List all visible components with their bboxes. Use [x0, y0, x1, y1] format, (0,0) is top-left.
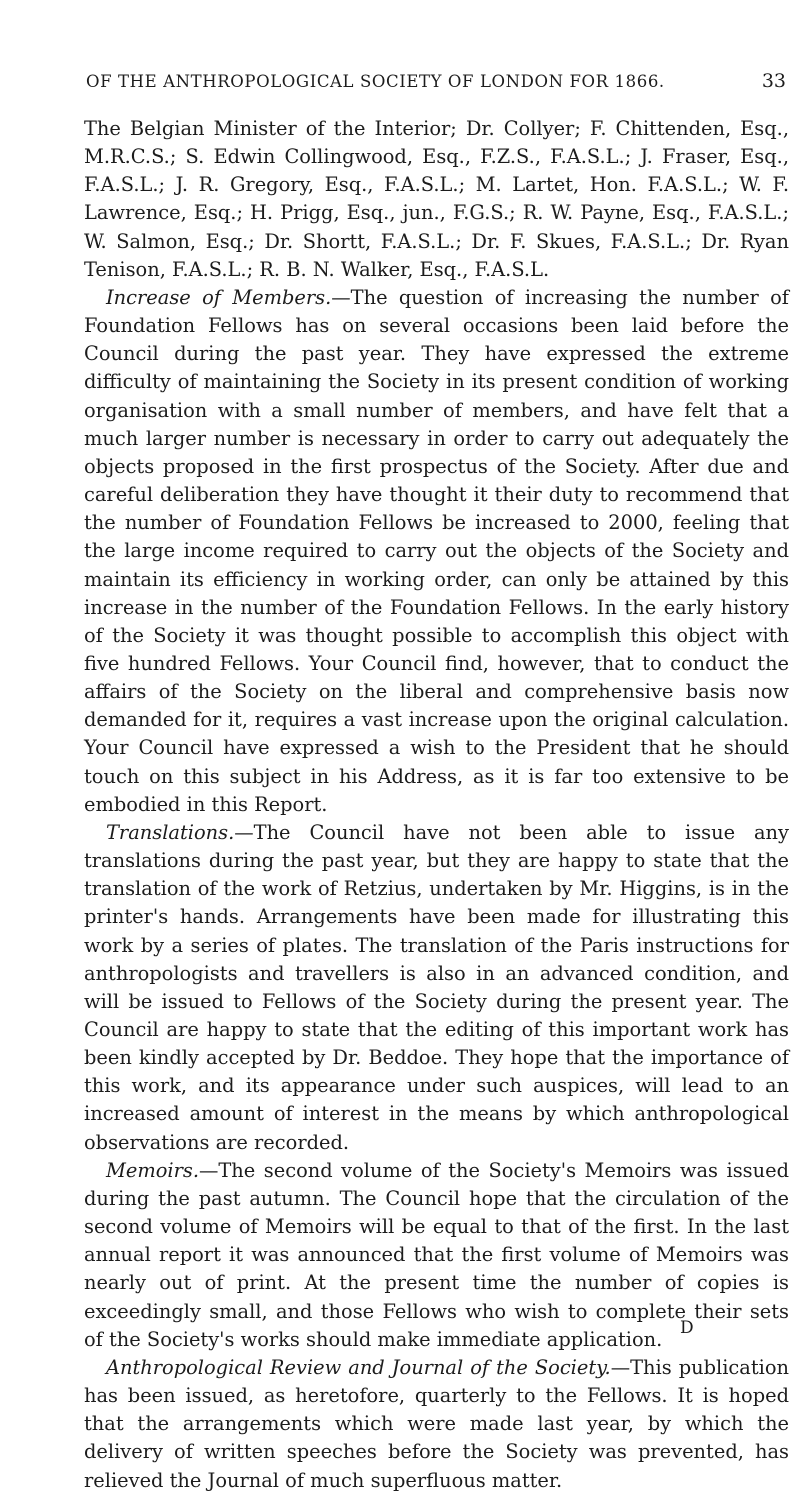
section-heading: Anthropological Review and Journal of the Society.: [106, 1355, 611, 1379]
paragraph-review-and-journal: [84, 1354, 789, 1495]
signature-mark: D: [680, 1318, 694, 1338]
page-header: [86, 70, 786, 94]
paragraph-text: —This publication has been issued, as heretofore, quarterly to the Fellows. It is hoped that the arrangements which were made last year, by which the delivery of written speeches before the Society was prevented, has relieved the Journal of much superfluous matter.: [84, 1355, 789, 1492]
section-heading: Translations.: [106, 820, 235, 844]
paragraph-increase-of-members: [84, 284, 789, 819]
paragraph-text: —The second volume of the Society's Memoirs was issued during the past autumn. The Council hope that the circulation of the second volume of Memoirs will be equal to that of the first. In the last annual report it was announced that the first volume of Memoirs was nearly out of print. At the present time the number of copies is exceedingly small, and those Fellows who wish to complete their sets of the Society's works should make immediate application.: [84, 1158, 789, 1351]
paragraph-text: —The Council have not been able to issue any translations during the past year, but they are happy to state that the translation of the work of Retzius, undertaken by Mr. Higgins, is in the printer's hands. Arrangements have been made for illustrating this work by a series of plates. The translation of the Paris instructions for anthropologists and travellers is also in an advanced condition, and will be issued to Fellows of the Society during the present year. The Council are happy to state that the editing of this important work has been kindly accepted by Dr. Beddoe. They hope that the importance of this work, and its appearance under such auspices, will lead to an increased amount of interest in the means by which anthropological observations are recorded.: [84, 820, 789, 1154]
section-heading: Memoirs.: [106, 1158, 199, 1182]
page-number: 33: [761, 70, 786, 92]
running-head: OF THE ANTHROPOLOGICAL SOCIETY OF LONDON FOR 1866.: [86, 72, 665, 91]
paragraph-attendees: [84, 115, 789, 284]
paragraph-translations: [84, 819, 789, 1157]
paragraph-text: The Belgian Minister of the Interior; Dr. Collyer; F. Chittenden, Esq., M.R.C.S.; S. Edwin Collingwood, Esq., F.Z.S., F.A.S.L.; J. Fraser, Esq., F.A.S.L.; J. R. Gregory, Esq., F.A.S.L.; M. Lartet, Hon. F.A.S.L.; W. F. Lawrence, Esq.; H. Prigg, Esq., jun., F.G.S.; R. W. Payne, Esq., F.A.S.L.; W. Salmon, Esq.; Dr. Shortt, F.A.S.L.; Dr. F. Skues, F.A.S.L.; Dr. Ryan Tenison, F.A.S.L.; R. B. N. Walker, Esq., F.A.S.L.: [84, 117, 789, 281]
paragraph-text: —The question of increasing the number of Foundation Fellows has on several occasions been laid before the Council during the past year. They have expressed the extreme difficulty of maintaining the Society in its present condition of working organisation with a small number of members, and have felt that a much larger number is necessary in order to carry out adequately the objects proposed in the first prospectus of the Society. After due and careful deliberation they have thought it their duty to recommend that the number of Foundation Fellows be increased to 2000, feeling that the large income required to carry out the objects of the Society and maintain its efficiency in working order, can only be attained by this increase in the number of the Foundation Fellows. In the early history of the Society it was thought possible to accomplish this object with five hundred Fellows. Your Council find, however, that to conduct the affairs of the Society on the liberal and comprehensive basis now demanded for it, requires a vast increase upon the original calculation. Your Council have expressed a wish to the President that he should touch on this subject in his Address, as it is far too extensive to be embodied in this Report.: [84, 285, 789, 816]
section-heading: Increase of Members.: [106, 285, 332, 309]
body-text: [84, 115, 789, 1495]
